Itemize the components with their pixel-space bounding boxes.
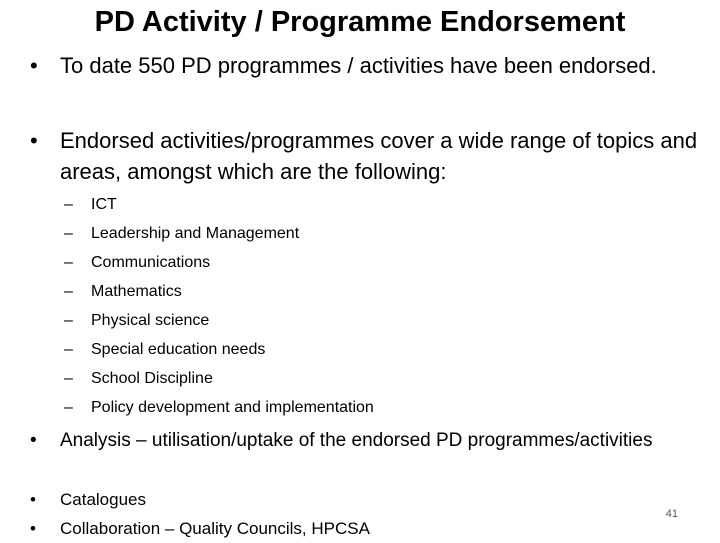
dash-marker: – bbox=[64, 312, 73, 329]
list-item bbox=[64, 393, 664, 422]
bullet-marker: • bbox=[30, 490, 36, 509]
list-item bbox=[64, 190, 664, 219]
bullet-text: Analysis – utilisation/uptake of the endorsed PD programmes/activities bbox=[60, 430, 653, 451]
dash-marker: – bbox=[64, 283, 73, 300]
topic-label: Physical science bbox=[91, 312, 210, 329]
dash-marker: – bbox=[64, 196, 73, 213]
topic-label: Mathematics bbox=[91, 283, 182, 300]
dash-marker: – bbox=[64, 254, 73, 271]
bullet-marker: • bbox=[30, 430, 37, 451]
bullet-text: Endorsed activities/programmes cover a wide range of topics and areas, amongst which are the following: bbox=[60, 128, 698, 184]
list-item bbox=[64, 277, 664, 306]
topic-label: Special education needs bbox=[91, 341, 266, 358]
bullet-text: Collaboration – Quality Councils, HPCSA bbox=[60, 519, 370, 538]
list-item bbox=[64, 306, 664, 335]
dash-marker: – bbox=[64, 341, 73, 358]
topic-label: School Discipline bbox=[91, 370, 213, 387]
topic-label: Leadership and Management bbox=[91, 225, 300, 242]
page-number: 41 bbox=[665, 508, 678, 520]
bullet-marker: • bbox=[30, 128, 38, 153]
dash-marker: – bbox=[64, 399, 73, 416]
list-item bbox=[64, 248, 664, 277]
bullet-marker: • bbox=[30, 53, 38, 78]
topic-label: Policy development and implementation bbox=[91, 399, 374, 416]
dash-marker: – bbox=[64, 370, 73, 387]
slide-title: PD Activity / Programme Endorsement bbox=[94, 6, 626, 38]
list-item bbox=[64, 219, 664, 248]
topics-list bbox=[64, 190, 664, 422]
topic-label: ICT bbox=[91, 196, 117, 213]
bullet-text: To date 550 PD programmes / activities have been endorsed. bbox=[60, 53, 657, 78]
bullet-marker: • bbox=[30, 519, 36, 538]
dash-marker: – bbox=[64, 225, 73, 242]
bullet-text: Catalogues bbox=[60, 490, 147, 509]
topic-label: Communications bbox=[91, 254, 211, 271]
list-item bbox=[64, 364, 664, 393]
list-item bbox=[64, 335, 664, 364]
